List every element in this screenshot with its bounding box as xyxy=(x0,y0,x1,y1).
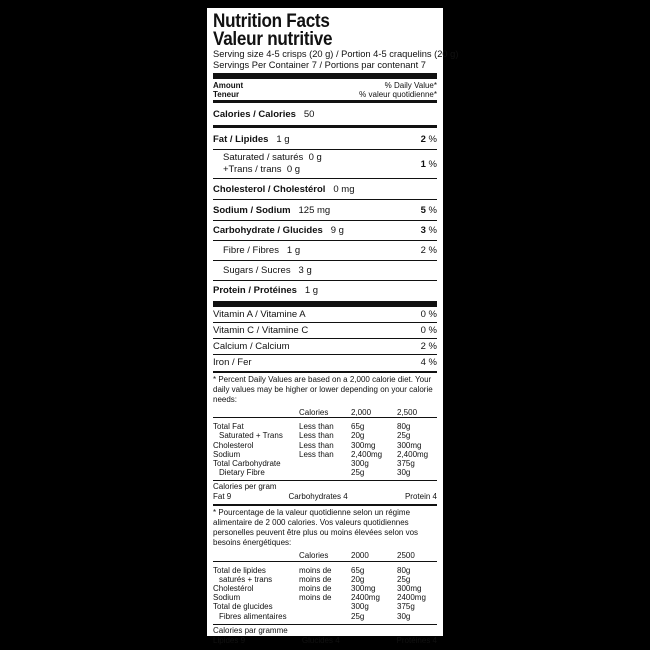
fibre-amount: 1 g xyxy=(286,245,301,256)
table-row xyxy=(213,450,437,459)
table-row xyxy=(213,468,437,477)
table-cell: 300mg xyxy=(397,584,422,594)
table-cell: 20g xyxy=(351,574,365,584)
table-cell: 30g xyxy=(397,611,411,621)
table-cell: 25g xyxy=(351,468,365,478)
calories-label: Calories / Calories xyxy=(213,108,296,120)
table-cell: moins de xyxy=(299,574,332,584)
calcium-label: Calcium / Calcium xyxy=(213,341,290,352)
fibre-row xyxy=(213,241,437,260)
table-cell: moins de xyxy=(299,565,332,575)
table-cell: Calories xyxy=(299,408,329,417)
cpg-fat: Fat 9 xyxy=(213,492,232,502)
vitamin-c-label: Vitamin C / Vitamine C xyxy=(213,325,309,336)
calories-value: 50 xyxy=(303,108,315,120)
sugars-label: Sugars / Sucres xyxy=(223,265,291,276)
table-row xyxy=(213,575,437,584)
iron-pct: 4 xyxy=(420,357,426,368)
table-cell: Total de glucides xyxy=(213,602,273,612)
saturated-row xyxy=(213,150,437,178)
sodium-pct: 5 xyxy=(420,204,426,216)
saturated-label: Saturated / saturés xyxy=(223,152,304,163)
calories-per-gram-values-fr xyxy=(213,636,437,646)
cholesterol-label: Cholesterol / Cholestérol xyxy=(213,183,326,195)
pct-sign: % xyxy=(428,204,437,216)
footnote-en: * Percent Daily Values are based on a 2,000 calorie diet. Your daily values may be higher or lower depending on your calorie needs: xyxy=(213,375,433,404)
cpg-protein: Protein 4 xyxy=(404,492,437,502)
table-cell: 300mg xyxy=(351,440,376,450)
table-cell: 2000 xyxy=(351,551,369,561)
calories-row xyxy=(213,104,437,124)
table-cell xyxy=(213,408,299,418)
cpg-carb: Carbohydrates 4 xyxy=(288,492,348,502)
table-row xyxy=(213,566,437,575)
vitamin-a-label: Vitamin A / Vitamine A xyxy=(213,309,306,320)
fibre-pct: 2 xyxy=(420,245,426,256)
table-cell: 2400mg xyxy=(397,593,426,603)
table-cell: Calories xyxy=(299,551,329,561)
table-cell: 2,400mg xyxy=(351,449,383,459)
table-cell: 375g xyxy=(397,602,415,612)
table-cell xyxy=(299,468,351,477)
sugars-row xyxy=(213,261,437,280)
vitamin-c-row xyxy=(213,323,437,338)
sugars-amount: 3 g xyxy=(298,265,312,276)
cpg-proteines: Protéines 4 xyxy=(396,635,437,645)
table-cell: 2,400mg xyxy=(397,449,429,459)
cholesterol-row xyxy=(213,179,437,199)
title-fr: Valeur nutritive xyxy=(213,29,333,50)
divider xyxy=(213,624,437,625)
calcium-row xyxy=(213,339,437,354)
daily-values-table-en xyxy=(213,408,437,477)
pct-sign: % xyxy=(428,158,437,170)
table-cell: Less than xyxy=(299,449,334,459)
table-header xyxy=(213,408,437,418)
table-cell: Fibres alimentaires xyxy=(219,611,287,621)
table-cell: Total Carbohydrate xyxy=(213,459,281,469)
divider xyxy=(213,480,437,481)
table-cell: 25g xyxy=(351,611,365,621)
amount-header xyxy=(213,81,437,99)
protein-label: Protein / Protéines xyxy=(213,285,297,296)
table-cell: Less than xyxy=(299,422,334,432)
table-row xyxy=(213,441,437,450)
carbohydrate-label: Carbohydrate / Glucides xyxy=(213,225,323,236)
table-row xyxy=(213,584,437,593)
table-cell: Dietary Fibre xyxy=(219,468,265,478)
table-cell xyxy=(213,551,299,561)
serving-size: Serving size 4-5 crisps (20 g) / Portion 4-5 craquelins (20 g) xyxy=(213,49,459,59)
table-cell: moins de xyxy=(299,593,332,603)
carbohydrate-pct: 3 xyxy=(420,225,426,236)
cpg-lipides: Lipides 9 xyxy=(213,635,246,645)
nutrition-facts-panel xyxy=(207,8,459,645)
table-cell: 2400mg xyxy=(351,593,380,603)
table-cell xyxy=(299,459,351,468)
carbohydrate-row xyxy=(213,221,437,240)
fat-pct: 2 xyxy=(420,133,426,145)
fat-label: Fat / Lipides xyxy=(213,133,269,145)
pct-sign: % xyxy=(428,245,437,256)
table-cell: Cholestérol xyxy=(213,584,254,594)
fat-amount: 1 g xyxy=(276,133,290,145)
table-cell: 300g xyxy=(351,602,369,612)
sodium-row xyxy=(213,200,437,220)
divider-medium xyxy=(213,125,437,128)
table-cell xyxy=(299,602,351,611)
iron-row xyxy=(213,355,437,370)
table-cell: 25g xyxy=(397,431,411,441)
table-row xyxy=(213,602,437,611)
carbohydrate-amount: 9 g xyxy=(330,225,344,236)
pct-sign: % xyxy=(428,341,437,352)
table-cell: 80g xyxy=(397,422,411,432)
trans-amount: 0 g xyxy=(286,164,301,175)
table-cell xyxy=(299,612,351,621)
sodium-label: Sodium / Sodium xyxy=(213,204,291,216)
divider-medium xyxy=(213,371,437,373)
vitamin-c-pct: 0 xyxy=(420,325,426,336)
table-cell: 2500 xyxy=(397,551,415,561)
daily-values-table-fr xyxy=(213,551,437,620)
amount-fr: Teneur xyxy=(213,90,240,99)
table-cell: 2,000 xyxy=(351,408,372,417)
cholesterol-amount: 0 mg xyxy=(333,183,355,195)
table-cell: Total Fat xyxy=(213,422,244,432)
table-header xyxy=(213,551,437,561)
table-row xyxy=(213,593,437,602)
table-cell: 25g xyxy=(397,574,411,584)
table-cell: 80g xyxy=(397,565,411,575)
vitamin-a-row xyxy=(213,307,437,322)
table-cell: Saturated + Trans xyxy=(219,431,283,441)
table-cell: saturés + trans xyxy=(219,574,273,584)
table-cell: 300g xyxy=(351,459,369,469)
table-row xyxy=(213,612,437,621)
amount-en: Amount xyxy=(213,81,244,90)
cpg-glucides: Glucides 4 xyxy=(301,635,340,645)
table-cell: 30g xyxy=(397,468,411,478)
divider-medium xyxy=(213,504,437,506)
calories-per-gram-values-en xyxy=(213,492,437,502)
pct-sign: % xyxy=(428,133,437,145)
table-row xyxy=(213,431,437,440)
sodium-amount: 125 mg xyxy=(298,204,331,216)
vitamin-a-pct: 0 xyxy=(420,309,426,320)
calories-per-gram-fr: Calories par gramme xyxy=(213,625,288,635)
dv-fr: % valeur quotidienne* xyxy=(359,90,437,99)
pct-sign: % xyxy=(428,325,437,336)
pct-sign: % xyxy=(428,225,437,236)
table-row xyxy=(213,459,437,468)
divider-thick xyxy=(213,73,437,79)
protein-amount: 1 g xyxy=(304,285,319,296)
table-cell: Sodium xyxy=(213,593,241,603)
dv-en: % Daily Value* xyxy=(384,81,437,90)
table-row xyxy=(213,422,437,431)
calcium-pct: 2 xyxy=(420,341,426,352)
footnote-fr: * Pourcentage de la valeur quotidienne selon un régime alimentaire de 2 000 calories. Vos valeurs quotidiennes personelles peuvent être plus ou moins élevées selon vos besoins énergétiques: xyxy=(213,508,419,548)
table-cell: 65g xyxy=(351,565,365,575)
fat-row xyxy=(213,129,437,149)
pct-sign: % xyxy=(428,309,437,320)
table-cell: moins de xyxy=(299,584,332,594)
table-cell: Less than xyxy=(299,431,334,441)
saturated-pct: 1 xyxy=(420,158,426,170)
table-cell: Total de lipides xyxy=(213,565,266,575)
servings-per-container: Servings Per Container 7 / Portions par contenant 7 xyxy=(213,60,426,70)
table-cell: 65g xyxy=(351,422,365,432)
table-cell: Cholesterol xyxy=(213,440,254,450)
table-cell: 300mg xyxy=(351,584,376,594)
iron-label: Iron / Fer xyxy=(213,357,252,368)
table-cell: Sodium xyxy=(213,449,241,459)
calories-per-gram-en: Calories per gram xyxy=(213,482,277,492)
table-cell: 375g xyxy=(397,459,415,469)
pct-sign: % xyxy=(428,357,437,368)
fibre-label: Fibre / Fibres xyxy=(223,245,279,256)
table-cell: 300mg xyxy=(397,440,422,450)
protein-row xyxy=(213,281,437,300)
trans-label: +Trans / trans xyxy=(223,164,282,175)
table-cell: 20g xyxy=(351,431,365,441)
saturated-amount: 0 g xyxy=(308,152,322,163)
title-en: Nutrition Facts xyxy=(213,11,330,32)
table-cell: Less than xyxy=(299,440,334,450)
divider-medium xyxy=(213,100,437,103)
table-cell: 2,500 xyxy=(397,408,418,417)
